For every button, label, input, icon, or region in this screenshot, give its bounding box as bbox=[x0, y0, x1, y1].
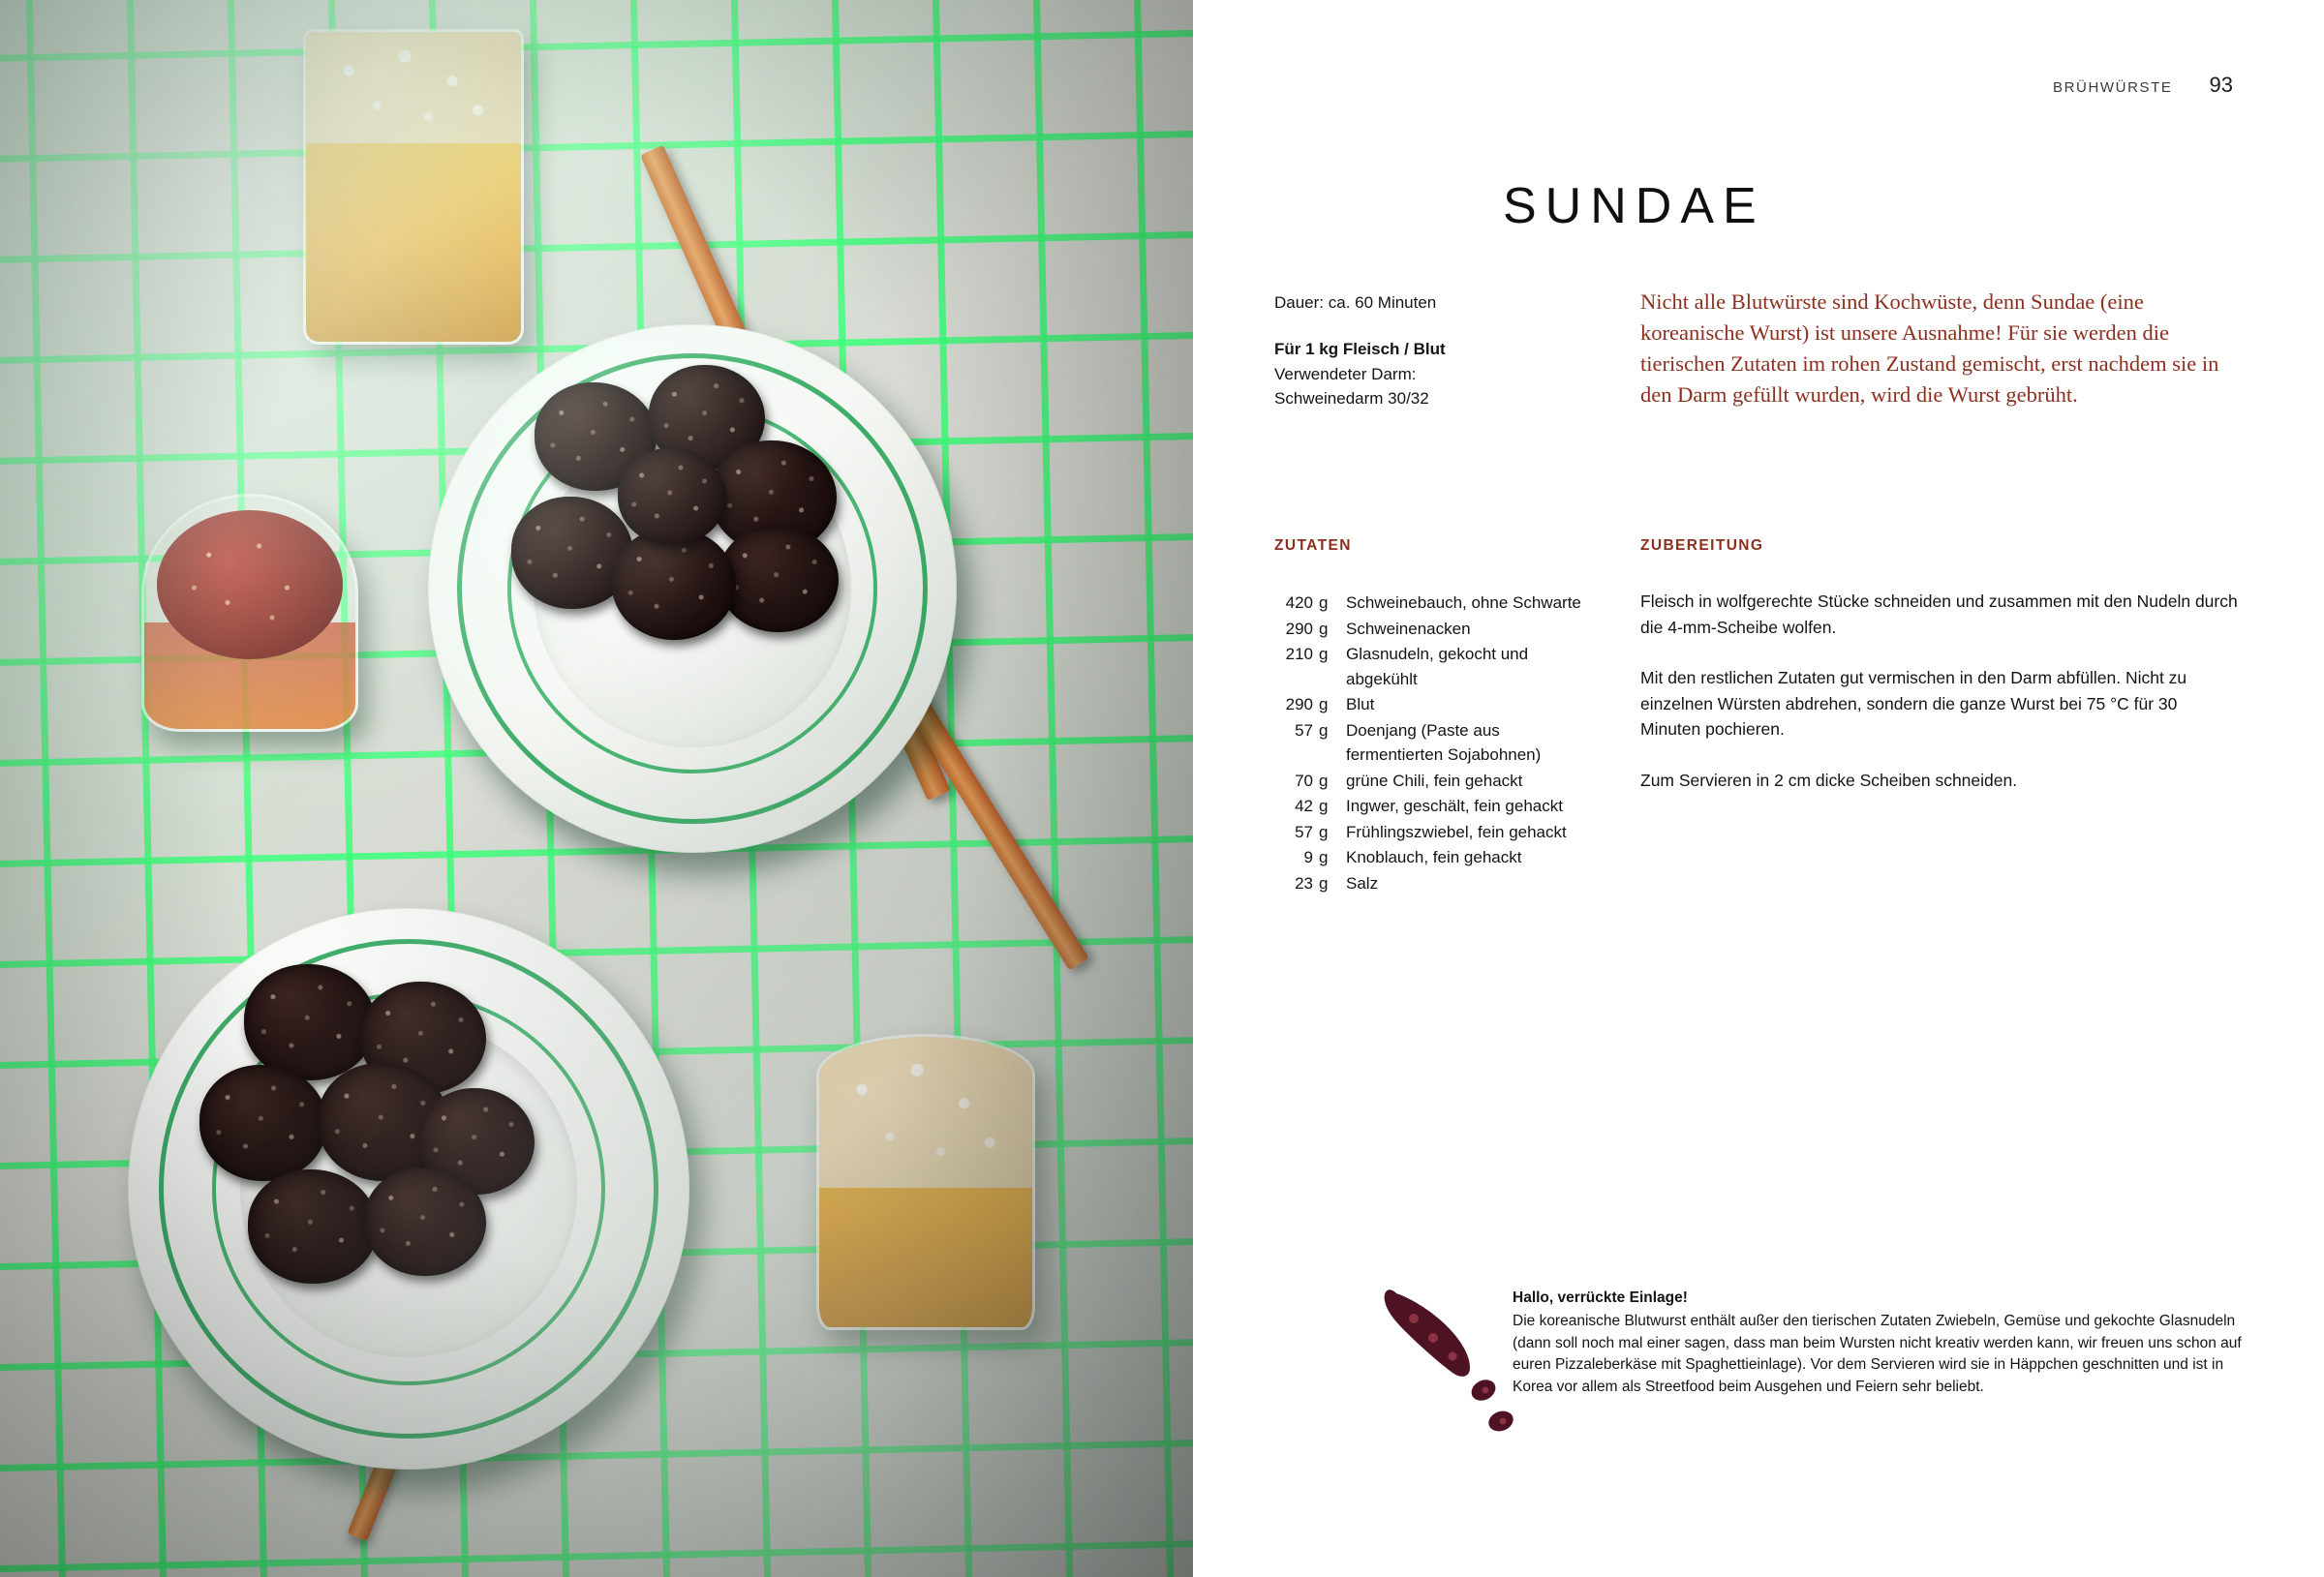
ingredient-name: Blut bbox=[1346, 695, 1375, 713]
beer-glass-bottom bbox=[816, 1034, 1035, 1330]
ingredient-row bbox=[1274, 845, 1594, 870]
casing-value: Schweinedarm 30/32 bbox=[1274, 389, 1429, 409]
ingredient-name: Salz bbox=[1346, 873, 1379, 893]
chapter-label: BRÜHWÜRSTE bbox=[2053, 79, 2173, 96]
sausage-slice bbox=[199, 1065, 327, 1181]
ingredient-name: Schweinebauch, ohne Schwarte bbox=[1346, 593, 1581, 612]
ingredient-name: Doenjang (Paste aus fermentierten Sojabohnen) bbox=[1346, 720, 1542, 764]
ingredient-amount: 290 g bbox=[1285, 695, 1329, 713]
ingredient-row bbox=[1274, 642, 1594, 691]
chili-oil-surface bbox=[157, 510, 343, 659]
method-step: Zum Servieren in 2 cm dicke Scheiben schneiden. bbox=[1640, 770, 2018, 790]
intro-paragraph: Nicht alle Blutwürste sind Kochwüste, denn Sundae (eine koreanische Wurst) ist unsere Ausnahme! Für sie werden die tierischen Zutaten im rohen Zustand gemischt, erst nachdem sie in den Darm gefüllt wurden, wird die Wurst gebrüht. bbox=[1640, 289, 2219, 407]
note-title: Hallo, verrückte Einlage! bbox=[1513, 1289, 1688, 1306]
ingredient-row bbox=[1274, 617, 1594, 642]
ingredient-row bbox=[1274, 718, 1594, 768]
ingredient-row bbox=[1274, 591, 1594, 616]
sausage-slice bbox=[719, 526, 839, 632]
ingredient-amount: 23 g bbox=[1295, 873, 1329, 893]
spacer bbox=[1274, 316, 1594, 337]
ingredient-amount: 420 g bbox=[1285, 593, 1329, 612]
page-number: 93 bbox=[2209, 73, 2233, 97]
ingredient-amount: 290 g bbox=[1285, 619, 1329, 638]
method-heading: ZUBEREITUNG bbox=[1640, 537, 1764, 554]
duration-label: Dauer: ca. 60 Minuten bbox=[1274, 293, 1437, 312]
ingredient-row bbox=[1274, 794, 1594, 819]
ingredients-heading: ZUTATEN bbox=[1274, 537, 1352, 554]
running-head bbox=[2053, 73, 2233, 98]
sausage-icon bbox=[1369, 1276, 1534, 1450]
ingredient-amount: 57 g bbox=[1295, 822, 1329, 841]
note-body: Die koreanische Blutwurst enthält außer den tierischen Zutaten Zwiebeln, Gemüse und gekochte Glasnudeln (dann soll noch mal einer sagen, dass man beim Wursten nicht kreativ werden kann, wir freuen uns schon auf euren Pizzaleberkäse mit Spaghettieinlage). Vor dem Servieren wird sie in Häppchen geschnitten und ist in Korea vor allem als Streetfood beim Ausgehen und Feiern sehr beliebt. bbox=[1513, 1313, 2242, 1395]
beer-glass-top bbox=[303, 29, 524, 345]
method-steps bbox=[1640, 589, 2241, 819]
casing-label: Verwendeter Darm: bbox=[1274, 364, 1417, 383]
ingredient-name: Schweinenacken bbox=[1346, 619, 1471, 638]
ingredient-name: grüne Chili, fein gehackt bbox=[1346, 771, 1523, 790]
side-note bbox=[1513, 1288, 2248, 1398]
ingredient-name: Frühlingszwiebel, fein gehackt bbox=[1346, 822, 1567, 841]
method-step: Mit den restlichen Zutaten gut vermischen in den Darm abfüllen. Nicht zu einzelnen Würsten abdrehen, sondern die ganze Wurst bei 75 °C für 30 Minuten pochieren. bbox=[1640, 668, 2187, 740]
page-title: SUNDAE bbox=[1503, 177, 1765, 234]
ingredient-row bbox=[1274, 820, 1594, 845]
sausage-slice bbox=[364, 1168, 486, 1276]
ingredient-amount: 210 g bbox=[1285, 645, 1329, 663]
ingredient-amount: 9 g bbox=[1303, 848, 1329, 866]
plate-top bbox=[428, 324, 957, 853]
ingredients-list bbox=[1274, 591, 1594, 896]
beer-foam bbox=[819, 1037, 1032, 1188]
beer-foam bbox=[306, 32, 521, 143]
ingredient-amount: 42 g bbox=[1295, 797, 1329, 815]
ingredient-row bbox=[1274, 769, 1594, 794]
recipe-meta bbox=[1274, 290, 1594, 411]
sausage-slice bbox=[248, 1169, 378, 1284]
sausage-slice bbox=[618, 448, 726, 545]
recipe-text-page bbox=[1193, 0, 2324, 1577]
method-step: Fleisch in wolfgerechte Stücke schneiden und zusammen mit den Nudeln durch die 4-mm-Scheibe wolfen. bbox=[1640, 591, 2238, 637]
ingredient-name: Glasnudeln, gekocht und abgekühlt bbox=[1346, 645, 1529, 688]
plate-bottom bbox=[128, 908, 689, 1470]
chili-oil-bowl bbox=[141, 494, 358, 732]
ingredient-name: Knoblauch, fein gehackt bbox=[1346, 848, 1522, 866]
yield-label: Für 1 kg Fleisch / Blut bbox=[1274, 339, 1446, 358]
ingredient-row bbox=[1274, 871, 1594, 896]
ingredient-amount: 57 g bbox=[1295, 720, 1329, 740]
ingredient-name: Ingwer, geschält, fein gehackt bbox=[1346, 797, 1563, 815]
ingredient-row bbox=[1274, 692, 1594, 717]
ingredient-amount: 70 g bbox=[1295, 771, 1329, 790]
